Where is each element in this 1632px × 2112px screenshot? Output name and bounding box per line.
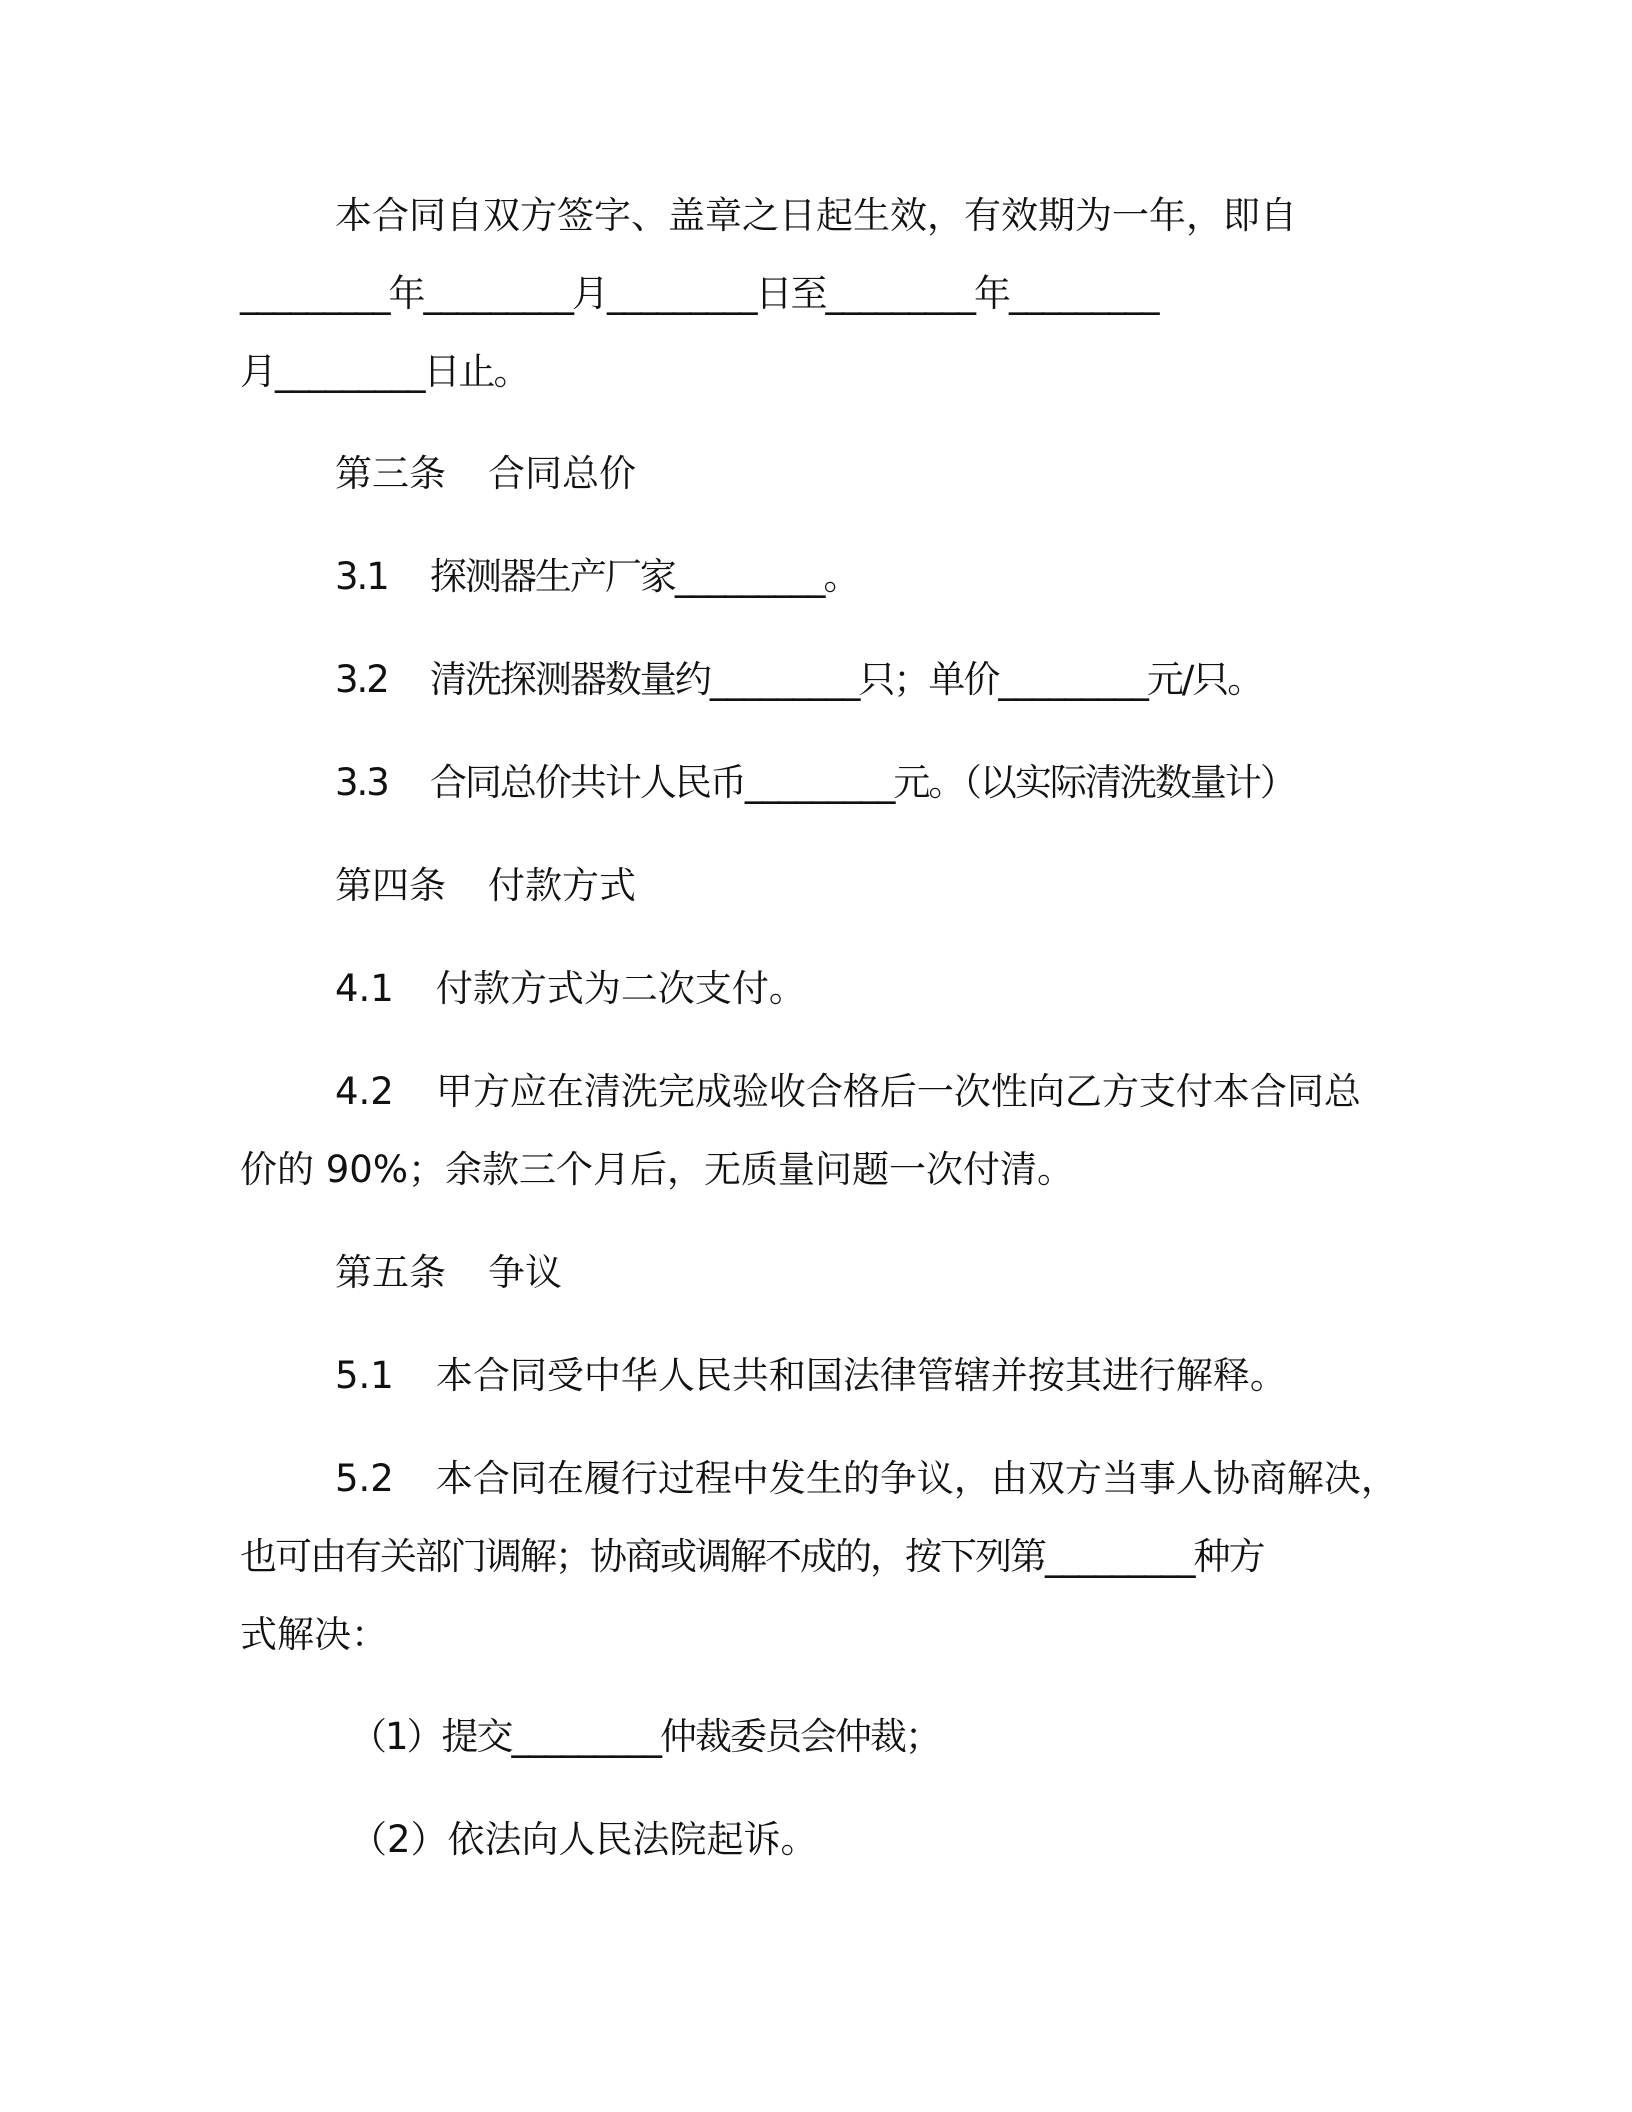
validity-line-2: _________年_________月_________日至_________年_________ — [240, 272, 1158, 315]
article-5-number: 第五条 — [335, 1251, 446, 1294]
article-4-number: 第四条 — [335, 864, 446, 907]
clause-3-3 — [240, 744, 1380, 822]
clause-5-2-line-3: 式解决： — [240, 1613, 388, 1656]
article-3-number: 第三条 — [335, 452, 446, 495]
article-4-title: 付款方式 — [488, 864, 636, 907]
clause-text: 本合同在履行过程中发生的争议，由双方当事人协商解决， — [435, 1457, 1398, 1500]
article-5-heading — [240, 1234, 1380, 1312]
validity-line-1: 本合同自双方签字、盖章之日起生效，有效期为一年，即自 — [335, 194, 1297, 237]
clause-3-2 — [240, 641, 1380, 719]
clause-text: 探测器生产厂家_________。 — [429, 555, 859, 598]
clause-5-2-line-2: 也可由有关部门调解；协商或调解不成的，按下列第_________种方 — [240, 1535, 1264, 1578]
clause-number: 3.3 — [335, 761, 388, 804]
clause-text: 清洗探测器数量约_________只；单价_________元/只。 — [429, 658, 1263, 701]
validity-line-3: 月_________日止。 — [240, 350, 529, 393]
clause-5-2-line-1 — [240, 1440, 1398, 1518]
clause-4-2-line-1 — [240, 1053, 1380, 1131]
article-3-title: 合同总价 — [488, 452, 636, 495]
document-page — [240, 0, 1398, 2112]
clause-number: 3.1 — [335, 555, 388, 598]
clause-text: 本合同受中华人民共和国法律管辖并按其进行解释。 — [435, 1354, 1287, 1397]
clause-text: 付款方式为二次支付。 — [435, 967, 806, 1010]
clause-text: 甲方应在清洗完成验收合格后一次性向乙方支付本合同总 — [435, 1070, 1361, 1113]
clause-5-1 — [240, 1337, 1380, 1415]
article-3-heading — [240, 435, 1380, 513]
option-1: （1）提交_________仲裁委员会仲裁； — [350, 1715, 941, 1758]
clause-number: 4.2 — [335, 1070, 394, 1113]
clause-text: 合同总价共计人民币_________元。（以实际清洗数量计） — [429, 761, 1295, 804]
option-2: （2）依法向人民法院起诉。 — [350, 1818, 818, 1861]
clause-4-2-line-2: 价的 90%；余款三个月后，无质量问题一次付清。 — [240, 1148, 1074, 1191]
article-4-heading — [240, 847, 1380, 925]
clause-4-1 — [240, 950, 1380, 1028]
article-5-title: 争议 — [488, 1251, 562, 1294]
clause-3-1 — [240, 538, 1380, 616]
clause-number: 5.2 — [335, 1457, 394, 1500]
clause-number: 4.1 — [335, 967, 394, 1010]
clause-number: 3.2 — [335, 658, 388, 701]
clause-number: 5.1 — [335, 1354, 394, 1397]
